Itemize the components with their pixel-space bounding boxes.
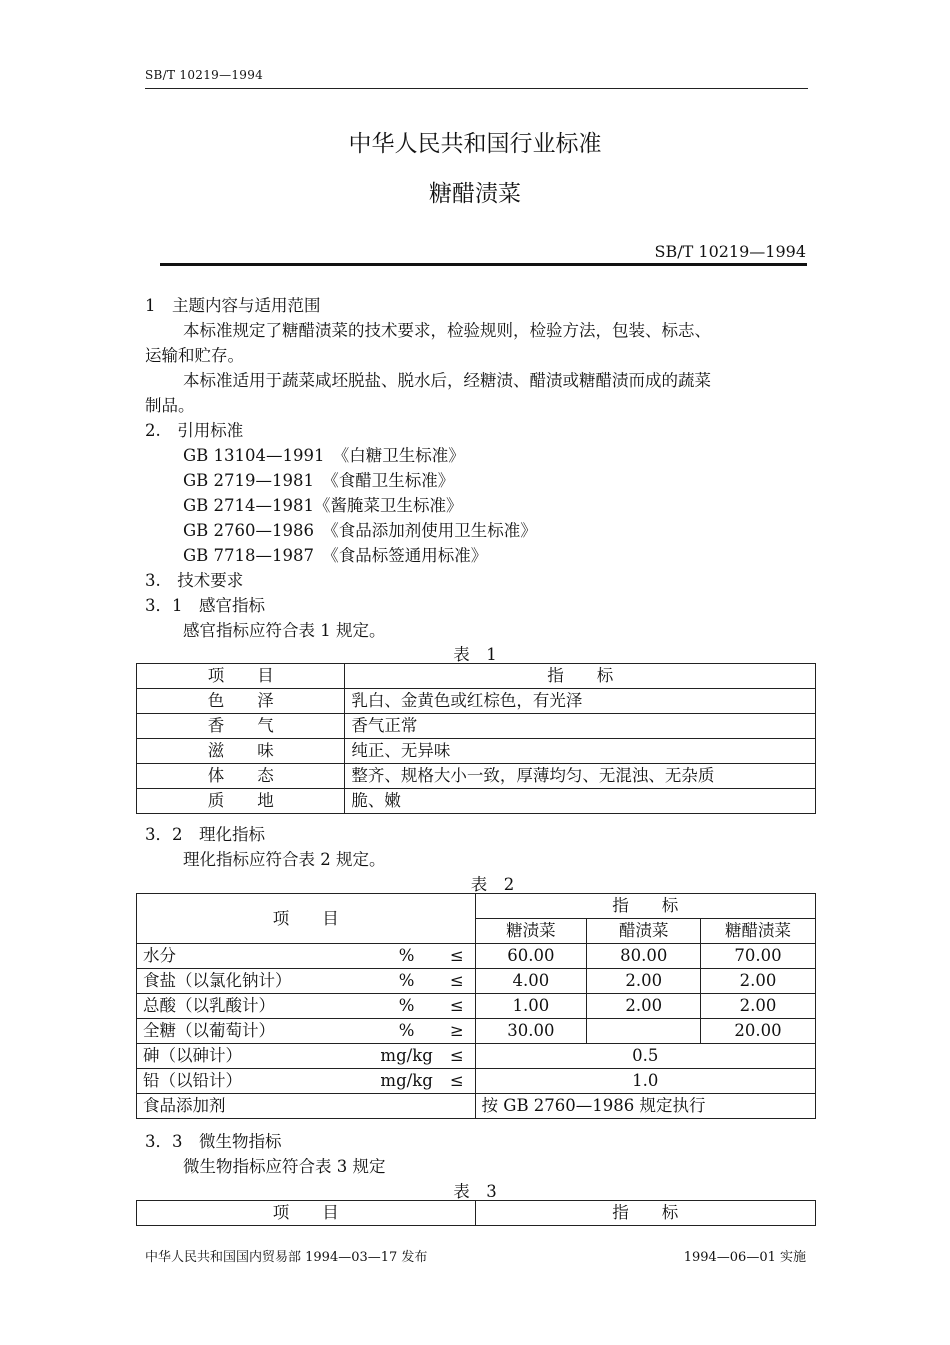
- table-3: [136, 1200, 816, 1226]
- reference-item: GB 13104—1991 《白糖卫生标准》: [183, 446, 465, 465]
- table-header-cell: 指 标: [345, 664, 816, 689]
- footer-effective: 1994—06—01 实施: [683, 1250, 806, 1265]
- section-1-paragraph-2b: 制品。: [145, 396, 195, 415]
- table-cell: mg/kg: [374, 1069, 439, 1094]
- table-cell: ≤: [439, 969, 475, 994]
- table-1: [136, 663, 816, 814]
- section-1-heading: 1 主题内容与适用范围: [145, 296, 321, 315]
- table-cell: 总酸（以乳酸计）: [137, 994, 375, 1019]
- table-cell: 香气正常: [345, 714, 816, 739]
- table-cell: %: [374, 1019, 439, 1044]
- section-3-1-text: 感官指标应符合表 1 规定。: [183, 621, 386, 640]
- table-cell: 质 地: [137, 789, 345, 814]
- table-cell: 30.00: [475, 1019, 587, 1044]
- table-cell: 食盐（以氯化钠计）: [137, 969, 375, 994]
- table-cell: 色 泽: [137, 689, 345, 714]
- footer-issued: 中华人民共和国国内贸易部 1994—03—17 发布: [145, 1250, 428, 1265]
- section-3-heading: 3. 技术要求: [145, 571, 244, 590]
- table-row: [137, 739, 816, 764]
- reference-item: GB 2714—1981《酱腌菜卫生标准》: [183, 496, 463, 515]
- table-cell: 滋 味: [137, 739, 345, 764]
- table-cell: 1.00: [475, 994, 587, 1019]
- section-3-3-text: 微生物指标应符合表 3 规定: [183, 1157, 386, 1176]
- table-row: [137, 944, 816, 969]
- table-row: [137, 789, 816, 814]
- table-row: [137, 1044, 816, 1069]
- table-cell: 食品添加剂: [137, 1094, 476, 1119]
- table-header-cell: 项 目: [137, 664, 345, 689]
- section-1-paragraph-1a: 本标准规定了糖醋渍菜的技术要求，检验规则，检验方法，包装、标志、: [183, 321, 711, 340]
- table-cell: 脆、嫩: [345, 789, 816, 814]
- header-rule: [145, 88, 808, 89]
- table-cell: 水分: [137, 944, 375, 969]
- table-header-cell: 糖渍菜: [475, 919, 587, 944]
- table-cell: 按 GB 2760—1986 规定执行: [475, 1094, 815, 1119]
- table-row: [137, 714, 816, 739]
- table-cell: 2.00: [701, 969, 816, 994]
- section-3-1-heading: 3．1 感官指标: [145, 596, 265, 615]
- section-2-heading: 2. 引用标准: [145, 421, 244, 440]
- document-title: 中华人民共和国行业标准: [348, 131, 602, 157]
- table-cell: 20.00: [701, 1019, 816, 1044]
- table-cell: 整齐、规格大小一致，厚薄均匀、无混浊、无杂质: [345, 764, 816, 789]
- table-cell: ≤: [439, 1044, 475, 1069]
- section-1-paragraph-1b: 运输和贮存。: [145, 346, 244, 365]
- table-cell: 砷（以砷计）: [137, 1044, 375, 1069]
- section-3-3-heading: 3．3 微生物指标: [145, 1132, 282, 1151]
- table-header-cell: 糖醋渍菜: [701, 919, 816, 944]
- table-cell: %: [374, 969, 439, 994]
- section-3-2-text: 理化指标应符合表 2 规定。: [183, 850, 386, 869]
- table-cell: 1.0: [475, 1069, 815, 1094]
- table-2: [136, 893, 816, 1119]
- table-cell: ≤: [439, 994, 475, 1019]
- table-2-caption: 表 2: [470, 875, 515, 894]
- table-row: [137, 994, 816, 1019]
- table-cell: [587, 1019, 701, 1044]
- table-cell: 0.5: [475, 1044, 815, 1069]
- table-row: [137, 664, 816, 689]
- table-cell: ≤: [439, 1069, 475, 1094]
- header-code: SB/T 10219—1994: [145, 68, 264, 82]
- table-row: [137, 894, 816, 919]
- table-header-cell: 指 标: [475, 1201, 816, 1226]
- table-row: [137, 1019, 816, 1044]
- table-cell: 2.00: [701, 994, 816, 1019]
- table-header-cell: 项 目: [137, 1201, 476, 1226]
- table-cell: %: [374, 994, 439, 1019]
- table-1-caption: 表 1: [453, 645, 497, 664]
- table-cell: 乳白、金黄色或红棕色，有光泽: [345, 689, 816, 714]
- table-cell: 纯正、无异味: [345, 739, 816, 764]
- standard-code: SB/T 10219—1994: [654, 242, 806, 261]
- table-cell: 铅（以铅计）: [137, 1069, 375, 1094]
- table-row: [137, 1094, 816, 1119]
- table-cell: %: [374, 944, 439, 969]
- table-cell: 香 气: [137, 714, 345, 739]
- table-cell: 60.00: [475, 944, 587, 969]
- document-subtitle: 糖醋渍菜: [429, 181, 521, 207]
- table-header-cell: 项 目: [137, 894, 476, 944]
- table-cell: 80.00: [587, 944, 701, 969]
- table-header-cell: 指 标: [475, 894, 815, 919]
- table-cell: ≤: [439, 944, 475, 969]
- section-3-2-heading: 3．2 理化指标: [145, 825, 265, 844]
- title-rule: [160, 263, 807, 266]
- reference-item: GB 7718—1987 《食品标签通用标准》: [183, 546, 488, 565]
- section-1-paragraph-2a: 本标准适用于蔬菜咸坯脱盐、脱水后，经糖渍、醋渍或糖醋渍而成的蔬菜: [183, 371, 711, 390]
- table-row: [137, 689, 816, 714]
- table-cell: 体 态: [137, 764, 345, 789]
- table-row: [137, 969, 816, 994]
- reference-item: GB 2760—1986 《食品添加剂使用卫生标准》: [183, 521, 537, 540]
- table-cell: ≥: [439, 1019, 475, 1044]
- table-row: [137, 764, 816, 789]
- table-cell: 全糖（以葡萄计）: [137, 1019, 375, 1044]
- table-row: [137, 1069, 816, 1094]
- table-cell: 2.00: [587, 969, 701, 994]
- table-header-cell: 醋渍菜: [587, 919, 701, 944]
- table-cell: mg/kg: [374, 1044, 439, 1069]
- table-cell: 70.00: [701, 944, 816, 969]
- table-row: [137, 1201, 816, 1226]
- reference-item: GB 2719—1981 《食醋卫生标准》: [183, 471, 455, 490]
- table-cell: 4.00: [475, 969, 587, 994]
- table-cell: 2.00: [587, 994, 701, 1019]
- table-3-caption: 表 3: [453, 1182, 497, 1201]
